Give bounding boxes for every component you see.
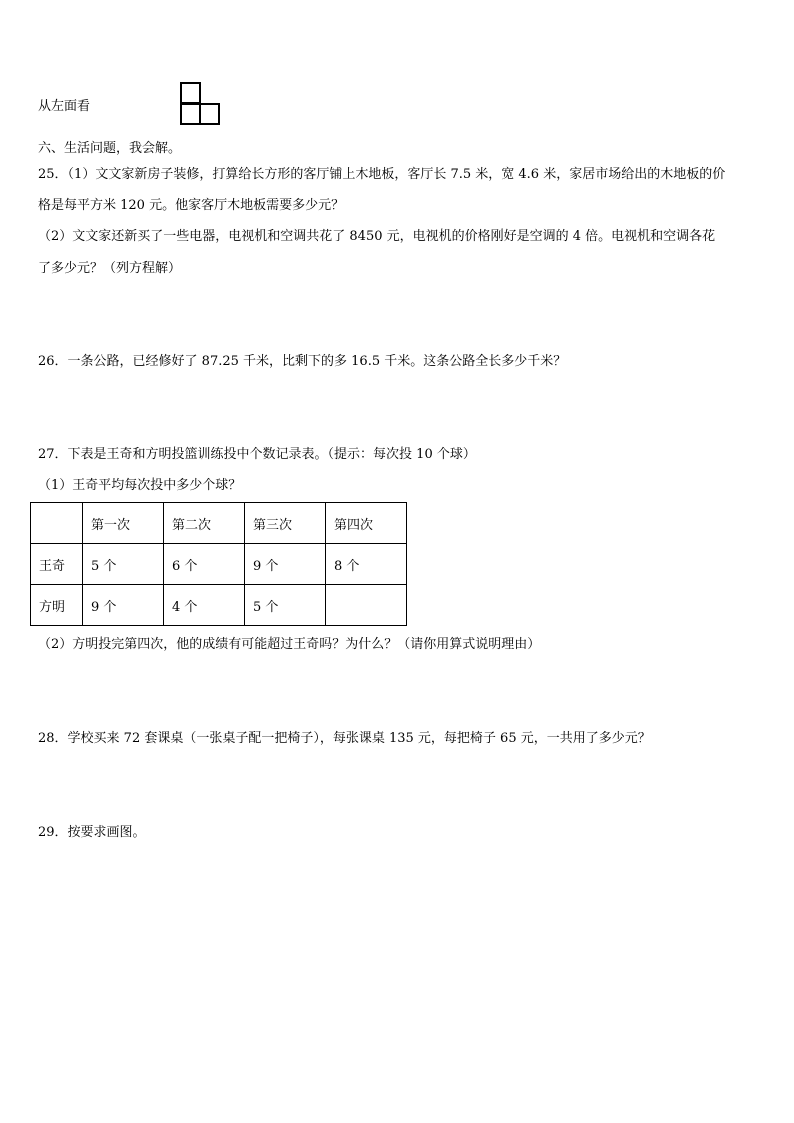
q26-text: 26．一条公路，已经修好了 87.25 千米，比剩下的多 16.5 千米。这条公路全长多少千米？ [38, 354, 567, 369]
q25-line2: 格是每平方米 120 元。他家客厅木地板需要多少元？ [38, 198, 345, 213]
q27-part1: （1）王奇平均每次投中多少个球？ [38, 478, 242, 493]
section-heading: 六、生活问题，我会解。 [38, 141, 182, 156]
q25-line1: 25．（1）文文家新房子装修，打算给长方形的客厅铺上木地板，客厅长 7.5 米，宽 4.6 米，家居市场给出的木地板的价 [38, 167, 726, 182]
q25-line4: 了多少元？（列方程解） [38, 261, 182, 276]
table-header-cell: 第三次 [245, 503, 326, 544]
shape-cell-bottom-left [180, 103, 201, 125]
shape-cell-top [180, 82, 201, 104]
q25-line3: （2）文文家还新买了一些电器，电视机和空调共花了 8450 元，电视机的价格刚好是空调的 4 倍。电视机和空调各花 [38, 229, 716, 244]
q27-intro: 27．下表是王奇和方明投篮训练投中个数记录表。（提示：每次投 10 个球） [38, 447, 476, 462]
table-cell: 9 个 [83, 585, 164, 626]
q29-text: 29．按要求画图。 [38, 825, 146, 840]
table-cell: 8 个 [326, 544, 407, 585]
table-cell: 王奇 [31, 544, 83, 585]
table-header-cell: 第一次 [83, 503, 164, 544]
shape-cell-bottom-right [199, 103, 220, 125]
table-cell: 方明 [31, 585, 83, 626]
table-header-row [31, 503, 407, 544]
table-cell: 9 个 [245, 544, 326, 585]
table-cell: 6 个 [164, 544, 245, 585]
table-cell [326, 585, 407, 626]
table-cell: 4 个 [164, 585, 245, 626]
q27-part2: （2）方明投完第四次，他的成绩有可能超过王奇吗？为什么？（请你用算式说明理由） [38, 637, 541, 652]
table-header-cell [31, 503, 83, 544]
left-view-label: 从左面看 [38, 99, 91, 114]
score-table [30, 502, 407, 626]
left-view-shape [180, 82, 230, 134]
table-cell: 5 个 [83, 544, 164, 585]
table-row [31, 544, 407, 585]
table-cell: 5 个 [245, 585, 326, 626]
table-header-cell: 第四次 [326, 503, 407, 544]
table-header-cell: 第二次 [164, 503, 245, 544]
q28-text: 28．学校买来 72 套课桌（一张桌子配一把椅子），每张课桌 135 元，每把椅子 65 元，一共用了多少元？ [38, 731, 651, 746]
table-row [31, 585, 407, 626]
